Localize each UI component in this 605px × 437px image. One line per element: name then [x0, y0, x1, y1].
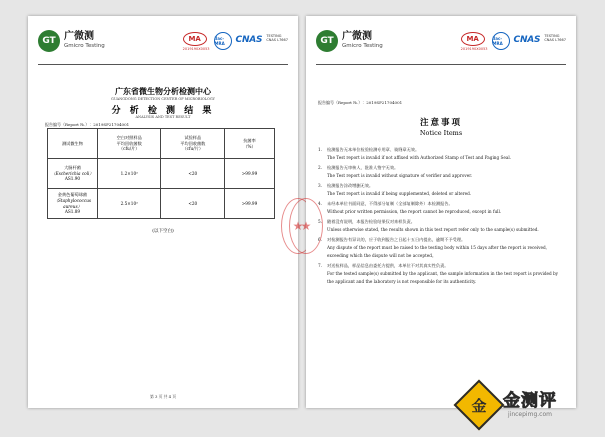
ilac-mra-icon: ilac-MRA — [492, 32, 510, 50]
cnas-icon: CNAS — [513, 35, 541, 45]
gt-logo-icon: GT — [316, 30, 338, 52]
watermark-logo-icon: 金 — [454, 380, 505, 431]
header-divider — [38, 64, 288, 65]
center-name: 广东省微生物分析检测中心 — [115, 86, 211, 96]
control-cell: 2.5×10⁵ — [97, 189, 161, 219]
certification-marks — [461, 32, 566, 51]
report-title-en: ANALYSIS AND TEST RESULT — [135, 115, 191, 119]
company-logo — [316, 30, 383, 52]
list-item: 2. 检测报告无审核人、批准人签字无效。 The Test report is invalid without signature of verifier and approver. — [318, 164, 473, 178]
watermark-name: 金测评 — [503, 390, 557, 411]
report-number: 报告编号（Report №.）：2019SP21704001 — [45, 122, 130, 127]
list-item: 1. 检测报告无本单位检验检测专用章、骑缝章无效。 The Test report is invalid if not affixed with Authorized Stamp of Test and Paging Seal. — [318, 147, 512, 160]
results-table — [47, 128, 275, 219]
watermark-url: jincepimg.com — [508, 410, 552, 418]
center-name-en: GUANGDONG DETECTION CENTER OF MICROBIOLOGY — [111, 97, 215, 101]
column-header-organism: 测试微生物 — [48, 129, 98, 159]
test-cell: <20 — [161, 159, 225, 189]
logo-name-en: Gmicro Testing — [64, 43, 105, 50]
gt-logo-icon: GT — [38, 30, 60, 52]
cma-code: 2019190X0053 — [182, 47, 210, 51]
logo-name-cn: 广微测 — [64, 31, 94, 43]
organism-cell: 金黄色葡萄球菌 （Staphylococcus aureus） AS1.89 — [48, 189, 98, 219]
logo-name-cn: 广微测 — [342, 31, 372, 43]
rate-cell: >99.99 — [225, 159, 275, 189]
report-header — [316, 30, 566, 60]
report-number: 报告编号（Report №.）：2019SP21704001 — [318, 100, 403, 105]
control-cell: 1.2×10⁵ — [97, 159, 161, 189]
report-header — [38, 30, 288, 60]
column-header-test-sample: 试验样品 平均回收菌数 （cfu/片） — [161, 129, 225, 159]
ilac-mra-icon: ilac-MRA — [214, 32, 232, 50]
list-item: 5. 随着没有说明，本报告检验结果仅对来样负责。 Unless otherwise stated, the results shown in this test report refer only to the sample(s) submitted. — [318, 218, 539, 232]
notice-list — [318, 146, 564, 288]
column-header-antibacterial-rate: 抗菌率 （%） — [225, 129, 275, 159]
certification-marks — [183, 32, 288, 51]
header-divider — [316, 64, 566, 65]
rate-cell: >99.99 — [225, 189, 275, 219]
cma-icon: MA — [183, 32, 207, 46]
table-row — [48, 159, 275, 189]
organism-cell: 大肠杆菌 （Escherichia coli） AS1.90 — [48, 159, 98, 189]
page-footer: 第 3 页 共 4 页 — [149, 394, 177, 399]
report-page-notice — [300, 16, 576, 411]
notice-title: 注意事项 — [419, 118, 462, 128]
table-row — [48, 189, 275, 219]
list-item: 4. 未经本单位书面同意，不得部分复制（全部复制除外）本检测报告。 Without prior written permission, the report cannot be reproduced, except in full. — [318, 200, 502, 214]
seal-star-icon: ★ — [292, 219, 304, 233]
seal-star-icon: ★ — [300, 219, 312, 233]
logo-name-en: Gmicro Testing — [342, 43, 383, 50]
table-header-row — [48, 129, 275, 159]
notice-title-en: Notice Items — [419, 129, 463, 137]
cnas-registration: TESTING CNAS L7667 — [266, 34, 288, 43]
cma-code: 2019190X0053 — [460, 47, 488, 51]
cnas-icon: CNAS — [235, 35, 263, 45]
report-title: 分 析 检 测 结 果 — [111, 106, 215, 116]
site-watermark — [461, 387, 557, 423]
report-page-results — [28, 16, 304, 408]
blank-below-note: (以下空白) — [152, 229, 174, 234]
column-header-control: 空白对照样品 平均回收菌数 （cfu/片） — [97, 129, 161, 159]
list-item: 6. 对检测报告有异议的，应于收到报告之日起十五日内提出，逾期不予受理。 Any dispute of the report must be raised to the testing body within 15 days after the report is received, exceeding which the dispute will not be accepted。 — [318, 236, 547, 258]
paging-seal — [289, 198, 323, 254]
cnas-registration: TESTING CNAS L7667 — [544, 34, 566, 43]
list-item: 7. 对送检样品，样品信息由委托方提供，本单位不对其真实性负责。 For the tested sample(s) submitted by the applicant, the sample information in the test report is provided by the applicant and the laboratory is not responsible for its authenticity. — [318, 262, 559, 284]
test-cell: <20 — [161, 189, 225, 219]
list-item: 3. 检测报告涂改增删无效。 The Test report is invalid if being supplemented, deleted or altered. — [318, 182, 472, 196]
company-logo — [38, 30, 105, 52]
cma-icon: MA — [461, 32, 485, 46]
